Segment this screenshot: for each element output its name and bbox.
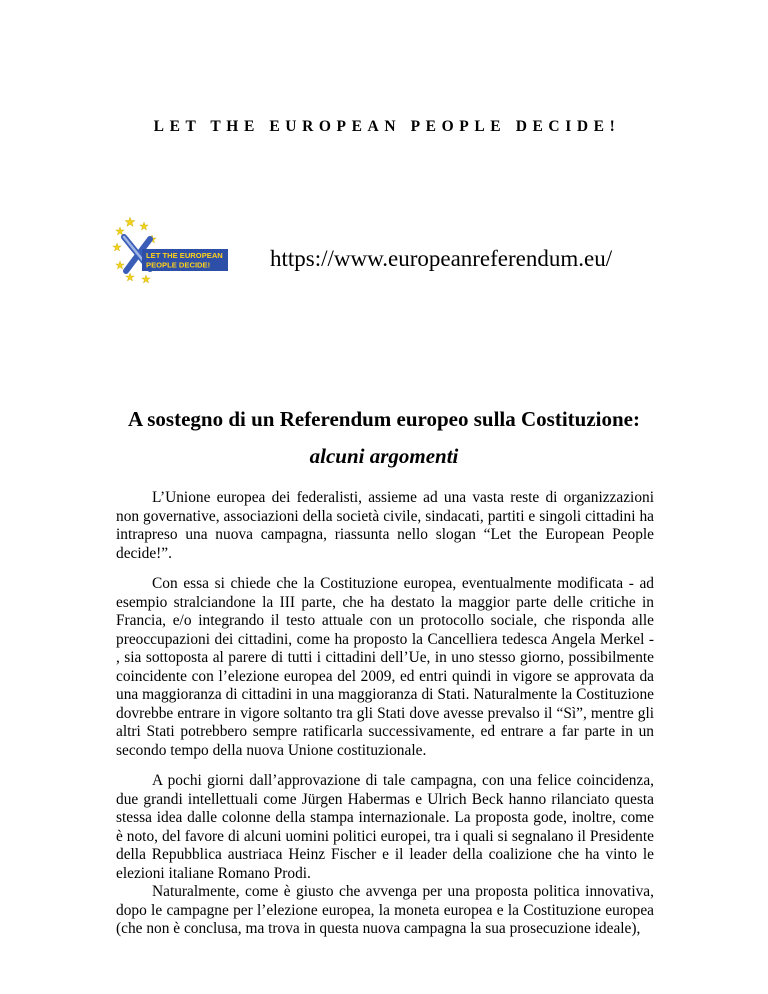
article-title: A sostegno di un Referendum europeo sulla Costituzione: xyxy=(127,407,640,431)
paragraph-1: L’Unione europea dei federalisti, assieme ad una vasta reste di organizzazioni non governative, associazioni della società civile, sindacati, partiti e singoli cittadini ha intrapreso una nuova campagna, riassunta nello slogan “Let the European People decide!”. xyxy=(116,489,654,562)
paragraph-4: Naturalmente, come è giusto che avvenga per una proposta politica innovativa, dopo le campagne per l’elezione europea, la moneta europea e la Costituzione europea (che non è conclusa, ma trova in questa nuova campagna la sua prosecuzione ideale), xyxy=(116,883,654,937)
logo-text-line2: PEOPLE DECIDE! xyxy=(146,260,211,270)
article-subtitle: alcuni argomenti xyxy=(309,444,459,468)
article-body xyxy=(116,489,654,939)
logo-text-line1: LET THE EUROPEAN xyxy=(146,251,223,260)
paragraph-3: A pochi giorni dall’approvazione di tale campagna, con una felice coincidenza, due grandi intellettuali come Jürgen Habermas e Ulrich Beck hanno rilanciato questa stessa idea dalle colonne della stampa internazionale. La proposta gode, inoltre, come è noto, del favore di alcuni uomini politici europei, tra i quali si segnalano il Presidente della Repubblica austriaca Heinz Fischer e il leader della coalizione che ha vinto le elezioni italiane Romano Prodi. xyxy=(116,772,654,882)
document-heading: LET THE EUROPEAN PEOPLE DECIDE! xyxy=(153,118,621,135)
campaign-logo-icon xyxy=(112,213,230,303)
paragraph-2: Con essa si chiede che la Costituzione europea, eventualmente modificata - ad esempio stralciandone la III parte, che ha destato la maggior parte delle critiche in Francia, e/o integrando il testo attuale con un protocollo sociale, che risponda alle preoccupazioni dei cittadini, come ha proposto la Cancelliera tedesca Angela Merkel - , sia sottoposta al parere di tutti i cittadini dell’Ue, in uno stesso giorno, possibilmente coincidente con l’elezione europea del 2009, ed entri quindi in vigore se approvata da una maggioranza di cittadini in una maggioranza di Stati. Naturalmente la Costituzione dovrebbe entrare in vigore soltanto tra gli Stati dove avesse prevalso il “Sì”, mentre gli altri Stati potrebbero sempre ratificarla successivamente, ed entrare a far parte in un secondo tempo della nuova Unione costituzionale. xyxy=(116,575,654,759)
website-url-link[interactable]: https://www.europeanreferendum.eu/ xyxy=(270,246,613,271)
